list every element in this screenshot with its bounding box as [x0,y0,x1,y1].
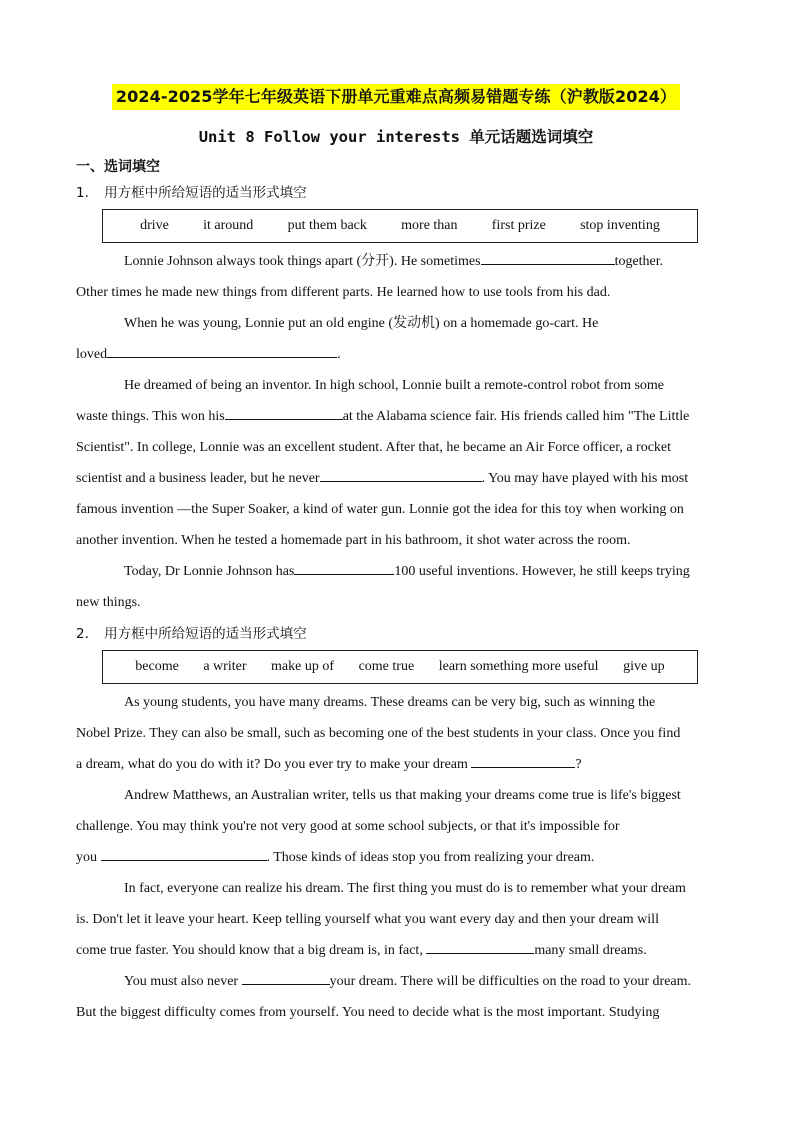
answer-blank[interactable] [471,752,575,768]
answer-blank[interactable] [320,466,482,482]
text: But the biggest difficulty comes from yourself. You need to decide what is the most important. Studying [76,1005,660,1020]
text: you [76,850,97,865]
text: scientist and a business leader, but he never [76,471,320,486]
word-option: become [135,659,179,674]
paragraph [76,873,716,904]
paragraph [76,339,716,370]
text: In fact, everyone can realize his dream. The first thing you must do is to remember what your dream [124,881,686,896]
question-1-instruction: 用方框中所给短语的适当形式填空 [104,185,307,201]
section-heading: 一、选词填空 [76,159,160,175]
text: waste things. This won his [76,409,225,424]
question-2-heading [76,624,716,644]
answer-blank[interactable] [481,249,615,265]
text: ? [575,757,582,772]
text: new things. [76,595,141,610]
text: When he was young, Lonnie put an old engine (发动机) on a homemade go-cart. He [124,316,599,331]
word-box-2 [102,650,698,684]
text: Nobel Prize. They can also be small, such as becoming one of the best students in your class. Once you find [76,726,681,741]
word-box-1 [102,209,698,243]
page-title: 2024-2025学年七年级英语下册单元重难点高频易错题专练（沪教版2024） [112,84,680,110]
text: . [337,347,341,362]
paragraph [76,811,716,842]
paragraph [76,966,716,997]
paragraph [76,687,716,718]
text: is. Don't let it leave your heart. Keep telling yourself what you want every day and then your dream will [76,912,659,927]
paragraph [76,494,716,525]
paragraph [76,308,716,339]
paragraph [76,780,716,811]
paragraph [76,718,716,749]
title-wrap [76,0,716,110]
paragraph [76,370,716,401]
text: Lonnie Johnson always took things apart (分开). He sometimes [124,254,481,269]
word-option: stop inventing [580,218,660,233]
text: famous invention —the Super Soaker, a kind of water gun. Lonnie got the idea for this toy when working on [76,502,684,517]
word-option: it around [203,218,254,233]
text: Other times he made new things from different parts. He learned how to use tools from his dad. [76,285,611,300]
answer-blank[interactable] [294,559,394,575]
word-option: drive [140,218,169,233]
question-1-number: 1． [76,185,99,201]
answer-blank[interactable] [426,938,534,954]
answer-blank[interactable] [101,845,267,861]
word-option: put them back [287,218,367,233]
text: . Those kinds of ideas stop you from realizing your dream. [266,850,595,865]
word-option: give up [623,659,665,674]
paragraph [76,749,716,780]
text: Scientist". In college, Lonnie was an excellent student. After that, he became an Air Force officer, a rocket [76,440,672,455]
word-option: first prize [491,218,546,233]
paragraph [76,463,716,494]
paragraph [76,842,716,873]
word-option: make up of [271,659,335,674]
word-option: a writer [203,659,247,674]
paragraph [76,997,716,1028]
question-2-number: 2． [76,626,99,642]
question-2-instruction: 用方框中所给短语的适当形式填空 [104,626,307,642]
text: challenge. You may think you're not very good at some school subjects, or that it's impossible for [76,819,620,834]
paragraph [76,904,716,935]
text: at the Alabama science fair. His friends called him "The Little [342,409,690,424]
text: loved [76,347,108,362]
paragraph [76,935,716,966]
word-option: more than [401,218,458,233]
question-1-heading [76,183,716,203]
text: another invention. When he tested a homemade part in his bathroom, it shot water across the room. [76,533,631,548]
text: together. [614,254,664,269]
paragraph [76,556,716,587]
text: 100 useful inventions. However, he still keeps trying [394,564,690,579]
answer-blank[interactable] [107,342,337,358]
text: He dreamed of being an inventor. In high school, Lonnie built a remote-control robot from some [124,378,665,393]
paragraph [76,246,716,277]
paragraph [76,525,716,556]
paragraph [76,401,716,432]
word-option: come true [358,659,415,674]
answer-blank[interactable] [225,404,343,420]
text: Andrew Matthews, an Australian writer, tells us that making your dreams come true is life's biggest [124,788,681,803]
text: many small dreams. [534,943,647,958]
text: your dream. There will be difficulties on the road to your dream. [329,974,692,989]
paragraph [76,277,716,308]
text: come true faster. You should know that a big dream is, in fact, [76,943,423,958]
text: a dream, what do you do with it? Do you ever try to make your dream [76,757,468,772]
text: Today, Dr Lonnie Johnson has [124,564,295,579]
paragraph [76,432,716,463]
text: As young students, you have many dreams. These dreams can be very big, such as winning the [124,695,656,710]
text: You must also never [124,974,239,989]
page-subtitle: Unit 8 Follow your interests 单元话题选词填空 [198,128,594,146]
text: . You may have played with his most [481,471,689,486]
word-option: learn something more useful [438,659,599,674]
answer-blank[interactable] [242,969,330,985]
paragraph [76,587,716,618]
